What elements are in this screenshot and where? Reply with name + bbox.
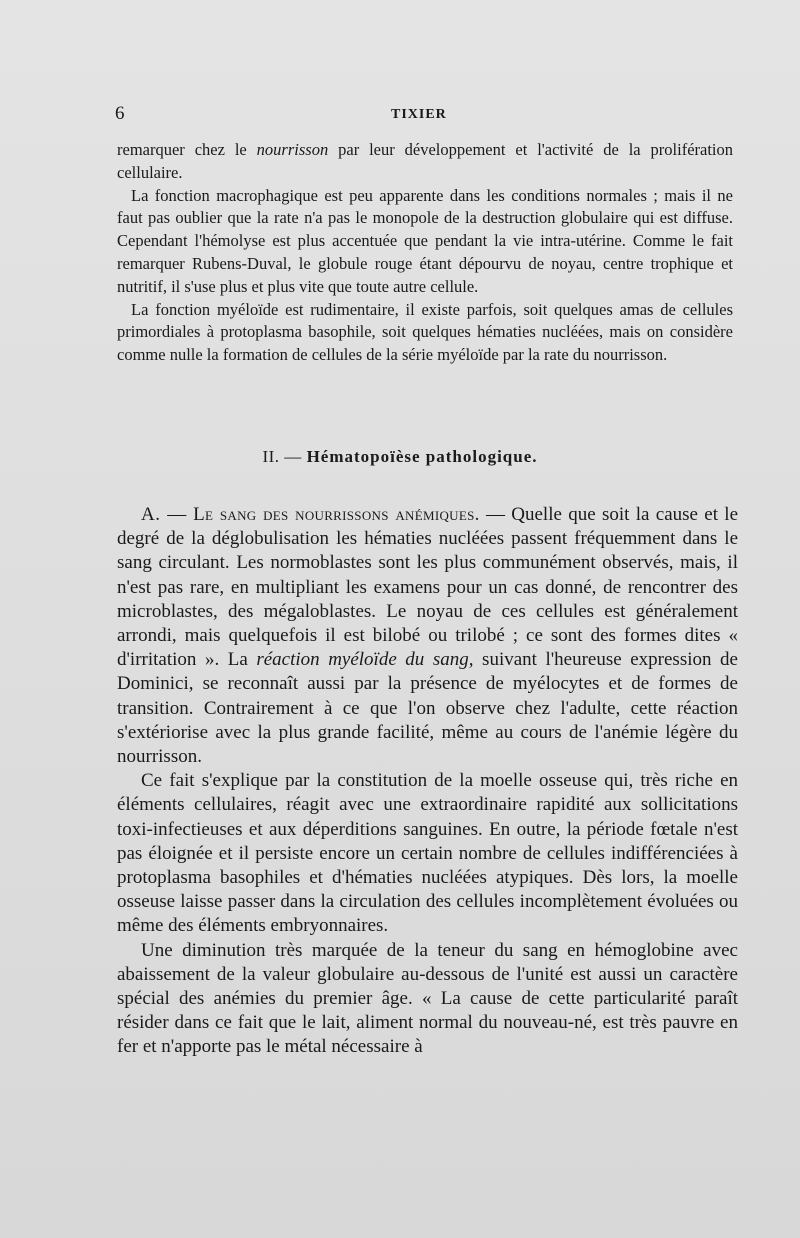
section-number: II. —	[262, 447, 302, 466]
page-header	[115, 103, 735, 133]
paragraph-myeloid-function: La fonction myéloïde est rudimentaire, il existe parfois, soit quelques amas de cellules primordiales à protoplasma basophile, soit quelques hématies nucléées, mais on considère comme nulle la formation de cellules de la série myéloïde par la rate du nourrisson.	[117, 299, 733, 365]
italic-term: nourrisson	[256, 140, 329, 159]
paragraph-macrophagic-function: La fonction macrophagique est peu apparente dans les conditions normales ; mais il ne faut pas oublier que la rate n'a pas le monopole de la destruction globulaire qui est diffuse. Cependant l'hémolyse est plus accentuée que pendant la vie intra-utérine. Comme le fait remarquer Rubens-Duval, le globule rouge étant dépourvu de noyau, centre trophique et nutritif, il s'use plus et plus vite que toute autre cellule.	[117, 185, 733, 296]
section-heading	[0, 447, 800, 467]
page-number: 6	[115, 103, 125, 124]
paragraph-continuation: remarquer chez le nourrisson par leur développement et l'activité de la prolifération cellulaire.	[117, 140, 733, 182]
text-block-physiology	[117, 139, 733, 367]
subsection-title: Le sang des nourrissons anémiques.	[193, 504, 480, 525]
running-head: TIXIER	[391, 107, 447, 122]
subsection-label: A. —	[141, 504, 187, 525]
section-title: Hématopoïèse pathologique.	[306, 447, 538, 466]
italic-term: réaction myéloïde du sang,	[256, 649, 474, 671]
text-block-pathology	[117, 503, 738, 1060]
paragraph-anemic-blood: A. — Le sang des nourrissons anémiques. — Quelle que soit la cause et le degré de la déglobulisation les hématies nucléées passent fréquemment dans le sang circulant. Les normoblastes sont les plus communément observés, mais, il n'est pas rare, en multipliant les examens pour un cas donné, de rencontrer des microblastes, des mégaloblastes. Le noyau de ces cellules est généralement arrondi, mais quelquefois il est bilobé ou trilobé ; ce sont des formes dites « d'irritation ». La réaction myéloïde du sang, suivant l'heureuse expression de Dominici, se reconnaît aussi par la présence de myélocytes et de formes de transition. Contrairement à ce que l'on observe chez l'adulte, cette réaction s'extériorise avec la plus grande facilité, même au cours de l'anémie légère du nourrisson.	[117, 504, 738, 768]
paragraph-bone-marrow: Ce fait s'explique par la constitution de la moelle osseuse qui, très riche en éléments cellulaires, réagit avec une extraordinaire rapidité aux sollicitations toxi-infectieuses et aux déperditions sanguines. En outre, la période fœtale n'est pas éloignée et il persiste encore un certain nombre de cellules indifférenciées à protoplasma basophiles et d'hématies nucléées atypiques. Dès lors, la moelle osseuse laisse passer dans la circulation des cellules incomplètement évoluées ou même des éléments embryonnaires.	[117, 770, 738, 937]
paragraph-hemoglobin: Une diminution très marquée de la teneur du sang en hémoglobine avec abaissement de la valeur globulaire au-dessous de l'unité est aussi un caractère spécial des anémies du premier âge. « La cause de cette particularité paraît résider dans ce fait que le lait, aliment normal du nouveau-né, est très pauvre en fer et n'apporte pas le métal nécessaire à	[117, 939, 738, 1058]
